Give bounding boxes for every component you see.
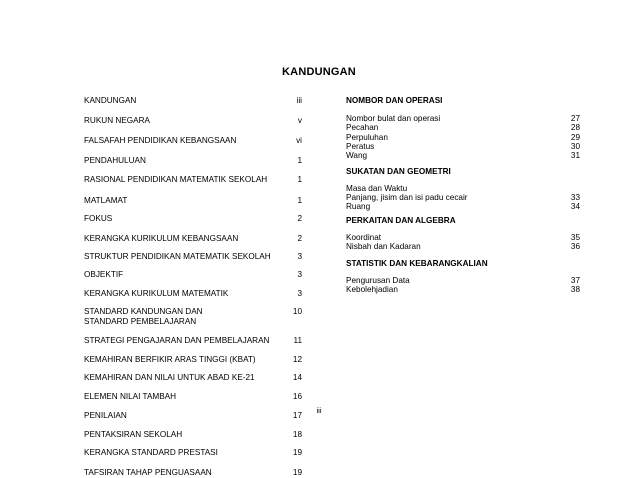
toc-entry-label-line1: STANDARD KANDUNGAN DAN	[84, 307, 203, 316]
toc-entry	[84, 175, 302, 185]
toc-entry-label: RASIONAL PENDIDIKAN MATEMATIK SEKOLAH	[84, 175, 268, 184]
toc-entry-label: TAFSIRAN TAHAP PENGUASAAN	[84, 468, 212, 477]
section-item-label: Ruang	[346, 202, 371, 211]
section-item	[346, 242, 580, 252]
section-item	[346, 285, 580, 295]
section-heading: STATISTIK DAN KEBARANGKALIAN	[346, 259, 488, 268]
toc-entry	[84, 355, 302, 365]
toc-entry	[84, 392, 302, 402]
toc-entry	[84, 156, 302, 166]
toc-entry-page: 18	[292, 430, 302, 439]
toc-entry-label: MATLAMAT	[84, 196, 128, 205]
toc-entry	[84, 373, 302, 383]
section-item-page: 27	[570, 114, 580, 123]
toc-entry	[84, 214, 302, 224]
page-title: KANDUNGAN	[282, 66, 356, 78]
toc-entry-page: 2	[297, 234, 302, 243]
section-item-label: Wang	[346, 151, 368, 160]
toc-entry	[84, 234, 302, 244]
section-item-label: Pecahan	[346, 123, 379, 132]
section-item-page: 34	[570, 202, 580, 211]
toc-entry-label: FALSAFAH PENDIDIKAN KEBANGSAAN	[84, 136, 237, 145]
toc-entry	[84, 136, 302, 146]
section-item	[346, 202, 580, 212]
toc-entry-page: 14	[292, 373, 302, 382]
toc-entry-page: 19	[292, 448, 302, 457]
toc-entry	[84, 468, 302, 478]
section-item-label: Perpuluhan	[346, 133, 388, 142]
toc-entry-page: 3	[297, 289, 302, 298]
toc-entry-label: OBJEKTIF	[84, 270, 124, 279]
toc-entry-label: KERANGKA KURIKULUM KEBANGSAAN	[84, 234, 239, 243]
toc-entry-page: 16	[292, 392, 302, 401]
toc-entry-page: 2	[297, 214, 302, 223]
toc-entry	[84, 252, 302, 262]
toc-entry	[84, 96, 302, 106]
toc-entry-page: vi	[296, 136, 302, 145]
toc-entry-label: PENILAIAN	[84, 411, 127, 420]
toc-entry-page: 1	[297, 175, 302, 184]
toc-entry-label: FOKUS	[84, 214, 113, 223]
toc-entry-page: 11	[293, 336, 302, 345]
section-item-page: 38	[570, 285, 580, 294]
toc-entry	[84, 289, 302, 299]
section-item-page: 28	[570, 123, 580, 132]
toc-entry-label	[84, 307, 203, 327]
toc-entry	[84, 336, 302, 346]
toc-entry-label: STRUKTUR PENDIDIKAN MATEMATIK SEKOLAH	[84, 252, 271, 261]
toc-entry-page: 1	[297, 196, 302, 205]
section-item-label: Pengurusan Data	[346, 276, 410, 285]
toc-entry-label: KANDUNGAN	[84, 96, 137, 105]
toc-entry-label: KERANGKA STANDARD PRESTASI	[84, 448, 218, 457]
section-item-label: Peratus	[346, 142, 375, 151]
toc-entry-label: ELEMEN NILAI TAMBAH	[84, 392, 177, 401]
section-heading: SUKATAN DAN GEOMETRI	[346, 167, 451, 176]
toc-entry-label: PENTAKSIRAN SEKOLAH	[84, 430, 183, 439]
page-number: iii	[316, 406, 322, 415]
section-item	[346, 151, 580, 161]
toc-entry-label: PENDAHULUAN	[84, 156, 146, 165]
section-item-label: Masa dan Waktu	[346, 184, 408, 193]
toc-entry-label-line2: STANDARD PEMBELAJARAN	[84, 317, 197, 326]
toc-entry-label: RUKUN NEGARA	[84, 116, 150, 125]
section-item-page: 29	[570, 133, 580, 142]
toc-entry	[84, 430, 302, 440]
section-item-label: Panjang, jisim dan isi padu cecair	[346, 193, 468, 202]
toc-entry-page: 3	[297, 270, 302, 279]
section-item-page: 36	[570, 242, 580, 251]
toc-entry-page: 3	[297, 252, 302, 261]
toc-entry-page: 10	[292, 307, 302, 316]
section-item-label: Koordinat	[346, 233, 382, 242]
toc-entry	[84, 270, 302, 280]
section-item-label: Nombor bulat dan operasi	[346, 114, 441, 123]
toc-entry-page: 17	[292, 411, 302, 420]
section-heading: PERKAITAN DAN ALGEBRA	[346, 216, 456, 225]
section-item-page: 35	[570, 233, 580, 242]
toc-entry-page: 12	[292, 355, 302, 364]
section-heading: NOMBOR DAN OPERASI	[346, 96, 443, 105]
toc-entry-page: v	[297, 116, 302, 125]
toc-entry-page: 1	[297, 156, 302, 165]
toc-entry-label: KEMAHIRAN BERFIKIR ARAS TINGGI (KBAT)	[84, 355, 256, 364]
section-item-label: Nisbah dan Kadaran	[346, 242, 421, 251]
section-item-page: 33	[570, 193, 580, 202]
toc-entry-label: KEMAHIRAN DAN NILAI UNTUK ABAD KE-21	[84, 373, 255, 382]
toc-entry	[84, 196, 302, 206]
toc-entry	[84, 116, 302, 126]
section-item-page: 31	[570, 151, 580, 160]
section-item-page: 37	[570, 276, 580, 285]
section-item-label: Kebolehjadian	[346, 285, 398, 294]
section-item-page: 30	[570, 142, 580, 151]
toc-entry	[84, 448, 302, 458]
toc-entry-page: 19	[292, 468, 302, 477]
toc-entry-page: iii	[296, 96, 302, 105]
toc-entry-label: STRATEGI PENGAJARAN DAN PEMBELAJARAN	[84, 336, 270, 345]
toc-entry	[84, 307, 302, 327]
section-item	[346, 123, 580, 133]
toc-entry-label: KERANGKA KURIKULUM MATEMATIK	[84, 289, 229, 298]
